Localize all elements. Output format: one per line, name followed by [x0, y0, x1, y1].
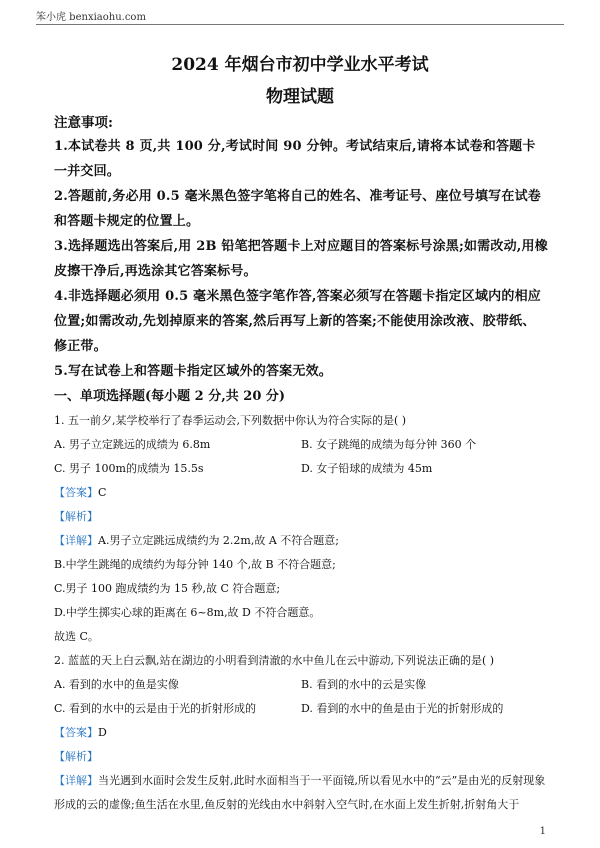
detail-tag: 【详解】 [54, 774, 98, 787]
subject-title: 物理试题 [266, 87, 334, 107]
analysis-tag: 【解析】 [54, 750, 98, 763]
answer-line [54, 721, 548, 745]
detail-text: A.男子立定跳远成绩约为 2.2m,故 A 不符合题意; [98, 534, 339, 547]
answer-value: D [98, 726, 107, 739]
answer-value: C [98, 486, 107, 499]
option-b: B. 看到的水中的云是实像 [301, 678, 427, 691]
header-rule [36, 24, 564, 25]
answer-tag: 【答案】 [54, 486, 98, 499]
option-a: A. 男子立定跳远的成绩为 6.8m [54, 438, 211, 451]
option-a: A. 看到的水中的鱼是实像 [54, 678, 179, 691]
page-number: 1 [539, 826, 546, 837]
option-c: C. 看到的水中的云是由于光的折射形成的 [54, 702, 257, 715]
exam-title: 2024 年烟台市初中学业水平考试 [171, 55, 429, 75]
detail-tag: 【详解】 [54, 534, 98, 547]
question-1-options [54, 433, 548, 481]
question-1-stem: 1. 五一前夕,某学校举行了春季运动会,下列数据中你认为符合实际的是( ) [54, 414, 407, 427]
detail-line: C.男子 100 跑成绩约为 15 秒,故 C 符合题意; [54, 582, 281, 595]
detail-line: D.中学生掷实心球的距离在 6~8m,故 D 不符合题意。 [54, 606, 321, 619]
notice-heading: 注意事项: [54, 115, 113, 131]
question-2-stem: 2. 蓝蓝的天上白云飘,站在湖边的小明看到清澈的水中鱼儿在云中游动,下列说法正确的是( ) [54, 654, 495, 667]
conclusion-line: 故选 C。 [54, 630, 99, 643]
document-body [54, 112, 548, 817]
option-c: C. 男子 100m的成绩为 15.5s [54, 462, 204, 475]
option-b: B. 女子跳绳的成绩为每分钟 360 个 [301, 438, 477, 451]
question-2-options [54, 673, 548, 721]
analysis-tag: 【解析】 [54, 510, 98, 523]
notice-item: 1.本试卷共 8 页,共 100 分,考试时间 90 分钟。考试结束后,请将本试卷和答题卡一并交回。 [54, 139, 536, 179]
notice-item: 3.选择题选出答案后,用 2B 铅笔把答题卡上对应题目的答案标号涂黑;如需改动,用橡皮擦干净后,再选涂其它答案标号。 [54, 239, 548, 279]
answer-line [54, 481, 548, 505]
notice-item: 2.答题前,务必用 0.5 毫米黑色签字笔将自己的姓名、准考证号、座位号填写在试卷和答题卡规定的位置上。 [54, 189, 541, 229]
site-header: 笨小虎 benxiaohu.com [36, 12, 146, 23]
detail-line [54, 529, 548, 553]
detail-paragraph [54, 769, 548, 817]
notice-item: 5.写在试卷上和答题卡指定区域外的答案无效。 [54, 364, 332, 379]
section-heading: 一、单项选择题(每小题 2 分,共 20 分) [54, 389, 286, 404]
detail-line: B.中学生跳绳的成绩约为每分钟 140 个,故 B 不符合题意; [54, 558, 336, 571]
detail-text: 当光遇到水面时会发生反射,此时水面相当于一平面镜,所以看见水中的“云”是由光的反射现象形成的云的虚像;鱼生活在水里,鱼反射的光线由水中斜射入空气时,在水面上发生折射,折射角大于 [54, 774, 546, 811]
option-d: D. 女子铅球的成绩为 45m [301, 462, 433, 475]
option-d: D. 看到的水中的鱼是由于光的折射形成的 [301, 702, 504, 715]
notice-item: 4.非选择题必须用 0.5 毫米黑色签字笔作答,答案必须写在答题卡指定区域内的相应位置;如需改动,先划掉原来的答案,然后再写上新的答案;不能使用涂改液、胶带纸、修正带。 [54, 289, 541, 354]
answer-tag: 【答案】 [54, 726, 98, 739]
